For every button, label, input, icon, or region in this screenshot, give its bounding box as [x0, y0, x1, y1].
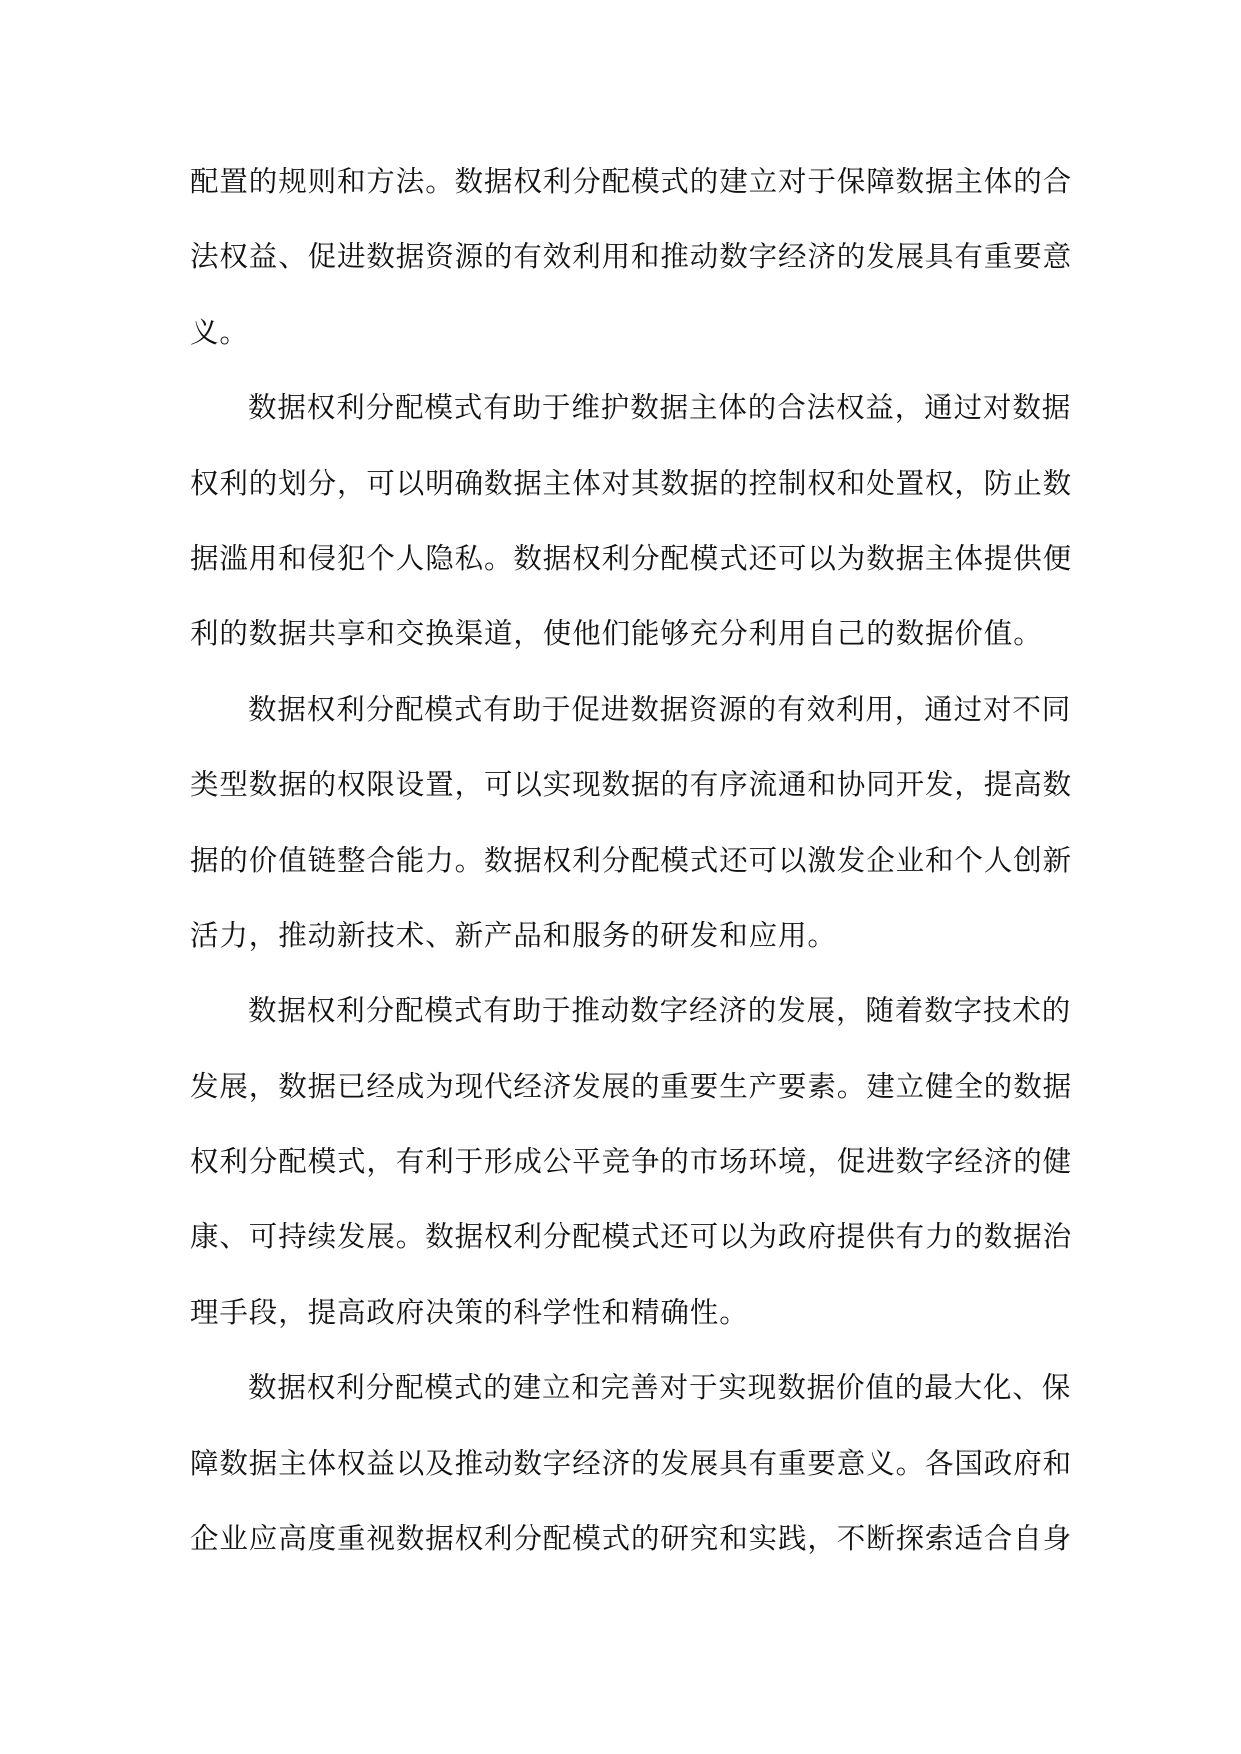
paragraph-5-line-1: 数据权利分配模式的建立和完善对于实现数据价值的最大化、保	[248, 1371, 1072, 1405]
body-text	[190, 144, 1073, 1576]
paragraph-4-line-2: 发展，数据已经成为现代经济发展的重要生产要素。建立健全的数据	[190, 1069, 1073, 1103]
paragraph-2-line-2: 权利的划分，可以明确数据主体对其数据的控制权和处置权，防止数	[190, 466, 1073, 500]
paragraph-1-line-1: 配置的规则和方法。数据权利分配模式的建立对于保障数据主体的合	[190, 165, 1073, 198]
paragraph-5-line-3: 企业应高度重视数据权利分配模式的研究和实践，不断探索适合自身	[190, 1522, 1073, 1556]
paragraph-2-line-1: 数据权利分配模式有助于维护数据主体的合法权益，通过对数据	[248, 391, 1072, 425]
paragraph-4-line-1: 数据权利分配模式有助于推动数字经济的发展，随着数字技术的	[248, 994, 1072, 1028]
paragraph-3-line-2: 类型数据的权限设置，可以实现数据的有序流通和协同开发，提高数	[190, 768, 1073, 802]
paragraph-5-line-2: 障数据主体权益以及推动数字经济的发展具有重要意义。各国政府和	[190, 1446, 1073, 1480]
paragraph-2-line-4: 利的数据共享和交换渠道，使他们能够充分利用自己的数据价值。	[190, 617, 1043, 651]
paragraph-4-line-5: 理手段，提高政府决策的科学性和精确性。	[190, 1295, 749, 1329]
paragraph-4-line-3: 权利分配模式，有利于形成公平竞争的市场环境，促进数字经济的健	[190, 1145, 1073, 1179]
paragraph-3-line-3: 据的价值链整合能力。数据权利分配模式还可以激发企业和个人创新	[190, 843, 1073, 877]
paragraph-1-line-2: 法权益、促进数据资源的有效利用和推动数字经济的发展具有重要意	[190, 240, 1073, 274]
paragraph-4-line-4: 康、可持续发展。数据权利分配模式还可以为政府提供有力的数据治	[190, 1220, 1073, 1254]
paragraph-3-line-1: 数据权利分配模式有助于促进数据资源的有效利用，通过对不同	[248, 692, 1072, 726]
paragraph-1-line-3: 义。	[190, 315, 249, 349]
paragraph-2-line-3: 据滥用和侵犯个人隐私。数据权利分配模式还可以为数据主体提供便	[190, 541, 1073, 575]
paragraph-3-line-4: 活力，推动新技术、新产品和服务的研发和应用。	[190, 918, 837, 952]
